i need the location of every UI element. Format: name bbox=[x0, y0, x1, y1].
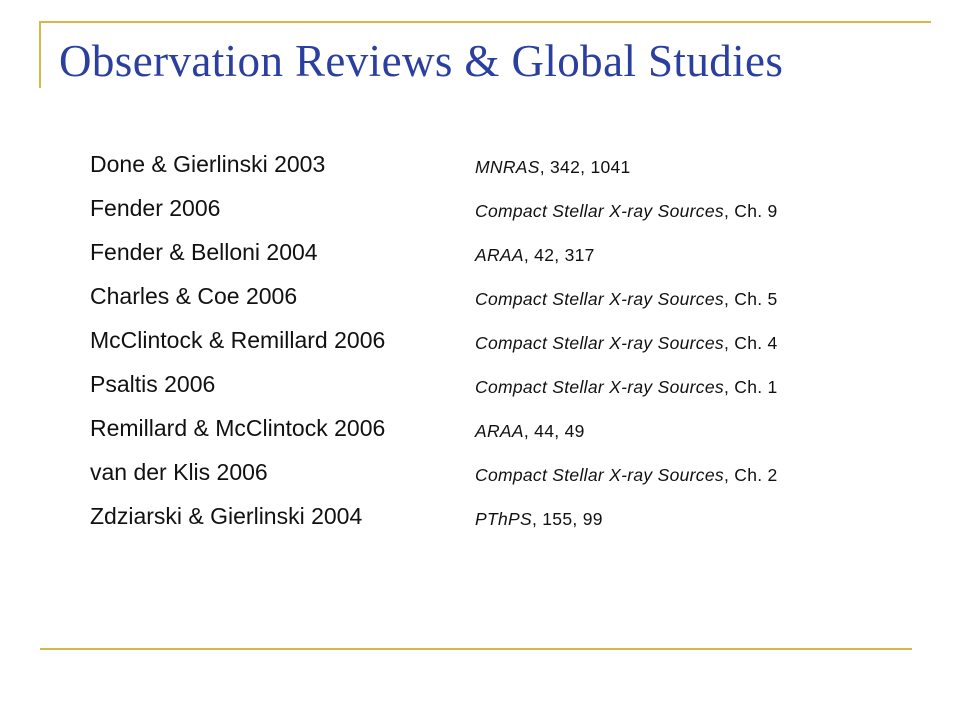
reference-details: , 155, 99 bbox=[531, 509, 603, 529]
reference-author: Done & Gierlinski 2003 bbox=[90, 151, 326, 177]
reference-details: , 342, 1041 bbox=[539, 157, 631, 177]
reference-journal: MNRAS bbox=[475, 157, 540, 177]
bottom-rule bbox=[40, 648, 912, 650]
reference-journal: ARAA bbox=[475, 421, 524, 441]
reference-journal: Compact Stellar X-ray Sources bbox=[475, 289, 724, 309]
reference-citation bbox=[475, 377, 778, 398]
reference-details: , Ch. 4 bbox=[723, 333, 778, 353]
reference-author: Zdziarski & Gierlinski 2004 bbox=[90, 503, 363, 529]
reference-author: Charles & Coe 2006 bbox=[90, 283, 298, 309]
reference-citation bbox=[475, 421, 585, 442]
left-rule bbox=[39, 21, 41, 88]
reference-citation bbox=[475, 509, 603, 530]
reference-author: Psaltis 2006 bbox=[90, 371, 216, 397]
reference-details: , 42, 317 bbox=[523, 245, 595, 265]
reference-journal: Compact Stellar X-ray Sources bbox=[475, 465, 724, 485]
reference-details: , 44, 49 bbox=[523, 421, 585, 441]
reference-author: Fender 2006 bbox=[90, 195, 221, 221]
reference-journal: PThPS bbox=[475, 509, 532, 529]
reference-journal: Compact Stellar X-ray Sources bbox=[475, 201, 724, 221]
reference-details: , Ch. 5 bbox=[723, 289, 778, 309]
slide-title: Observation Reviews & Global Studies bbox=[59, 36, 784, 86]
reference-journal: Compact Stellar X-ray Sources bbox=[475, 377, 724, 397]
reference-citation bbox=[475, 245, 595, 266]
reference-details: , Ch. 9 bbox=[723, 201, 778, 221]
reference-citation bbox=[475, 465, 778, 486]
reference-citation bbox=[475, 333, 778, 354]
reference-details: , Ch. 2 bbox=[723, 465, 778, 485]
reference-author: Remillard & McClintock 2006 bbox=[90, 415, 386, 441]
reference-author: van der Klis 2006 bbox=[90, 459, 268, 485]
reference-details: , Ch. 1 bbox=[723, 377, 778, 397]
reference-citation bbox=[475, 289, 778, 310]
reference-author: Fender & Belloni 2004 bbox=[90, 239, 318, 265]
reference-citation bbox=[475, 201, 778, 222]
reference-journal: ARAA bbox=[475, 245, 524, 265]
reference-citation bbox=[475, 157, 631, 178]
reference-journal: Compact Stellar X-ray Sources bbox=[475, 333, 724, 353]
reference-author: McClintock & Remillard 2006 bbox=[90, 327, 386, 353]
top-rule bbox=[40, 21, 931, 23]
